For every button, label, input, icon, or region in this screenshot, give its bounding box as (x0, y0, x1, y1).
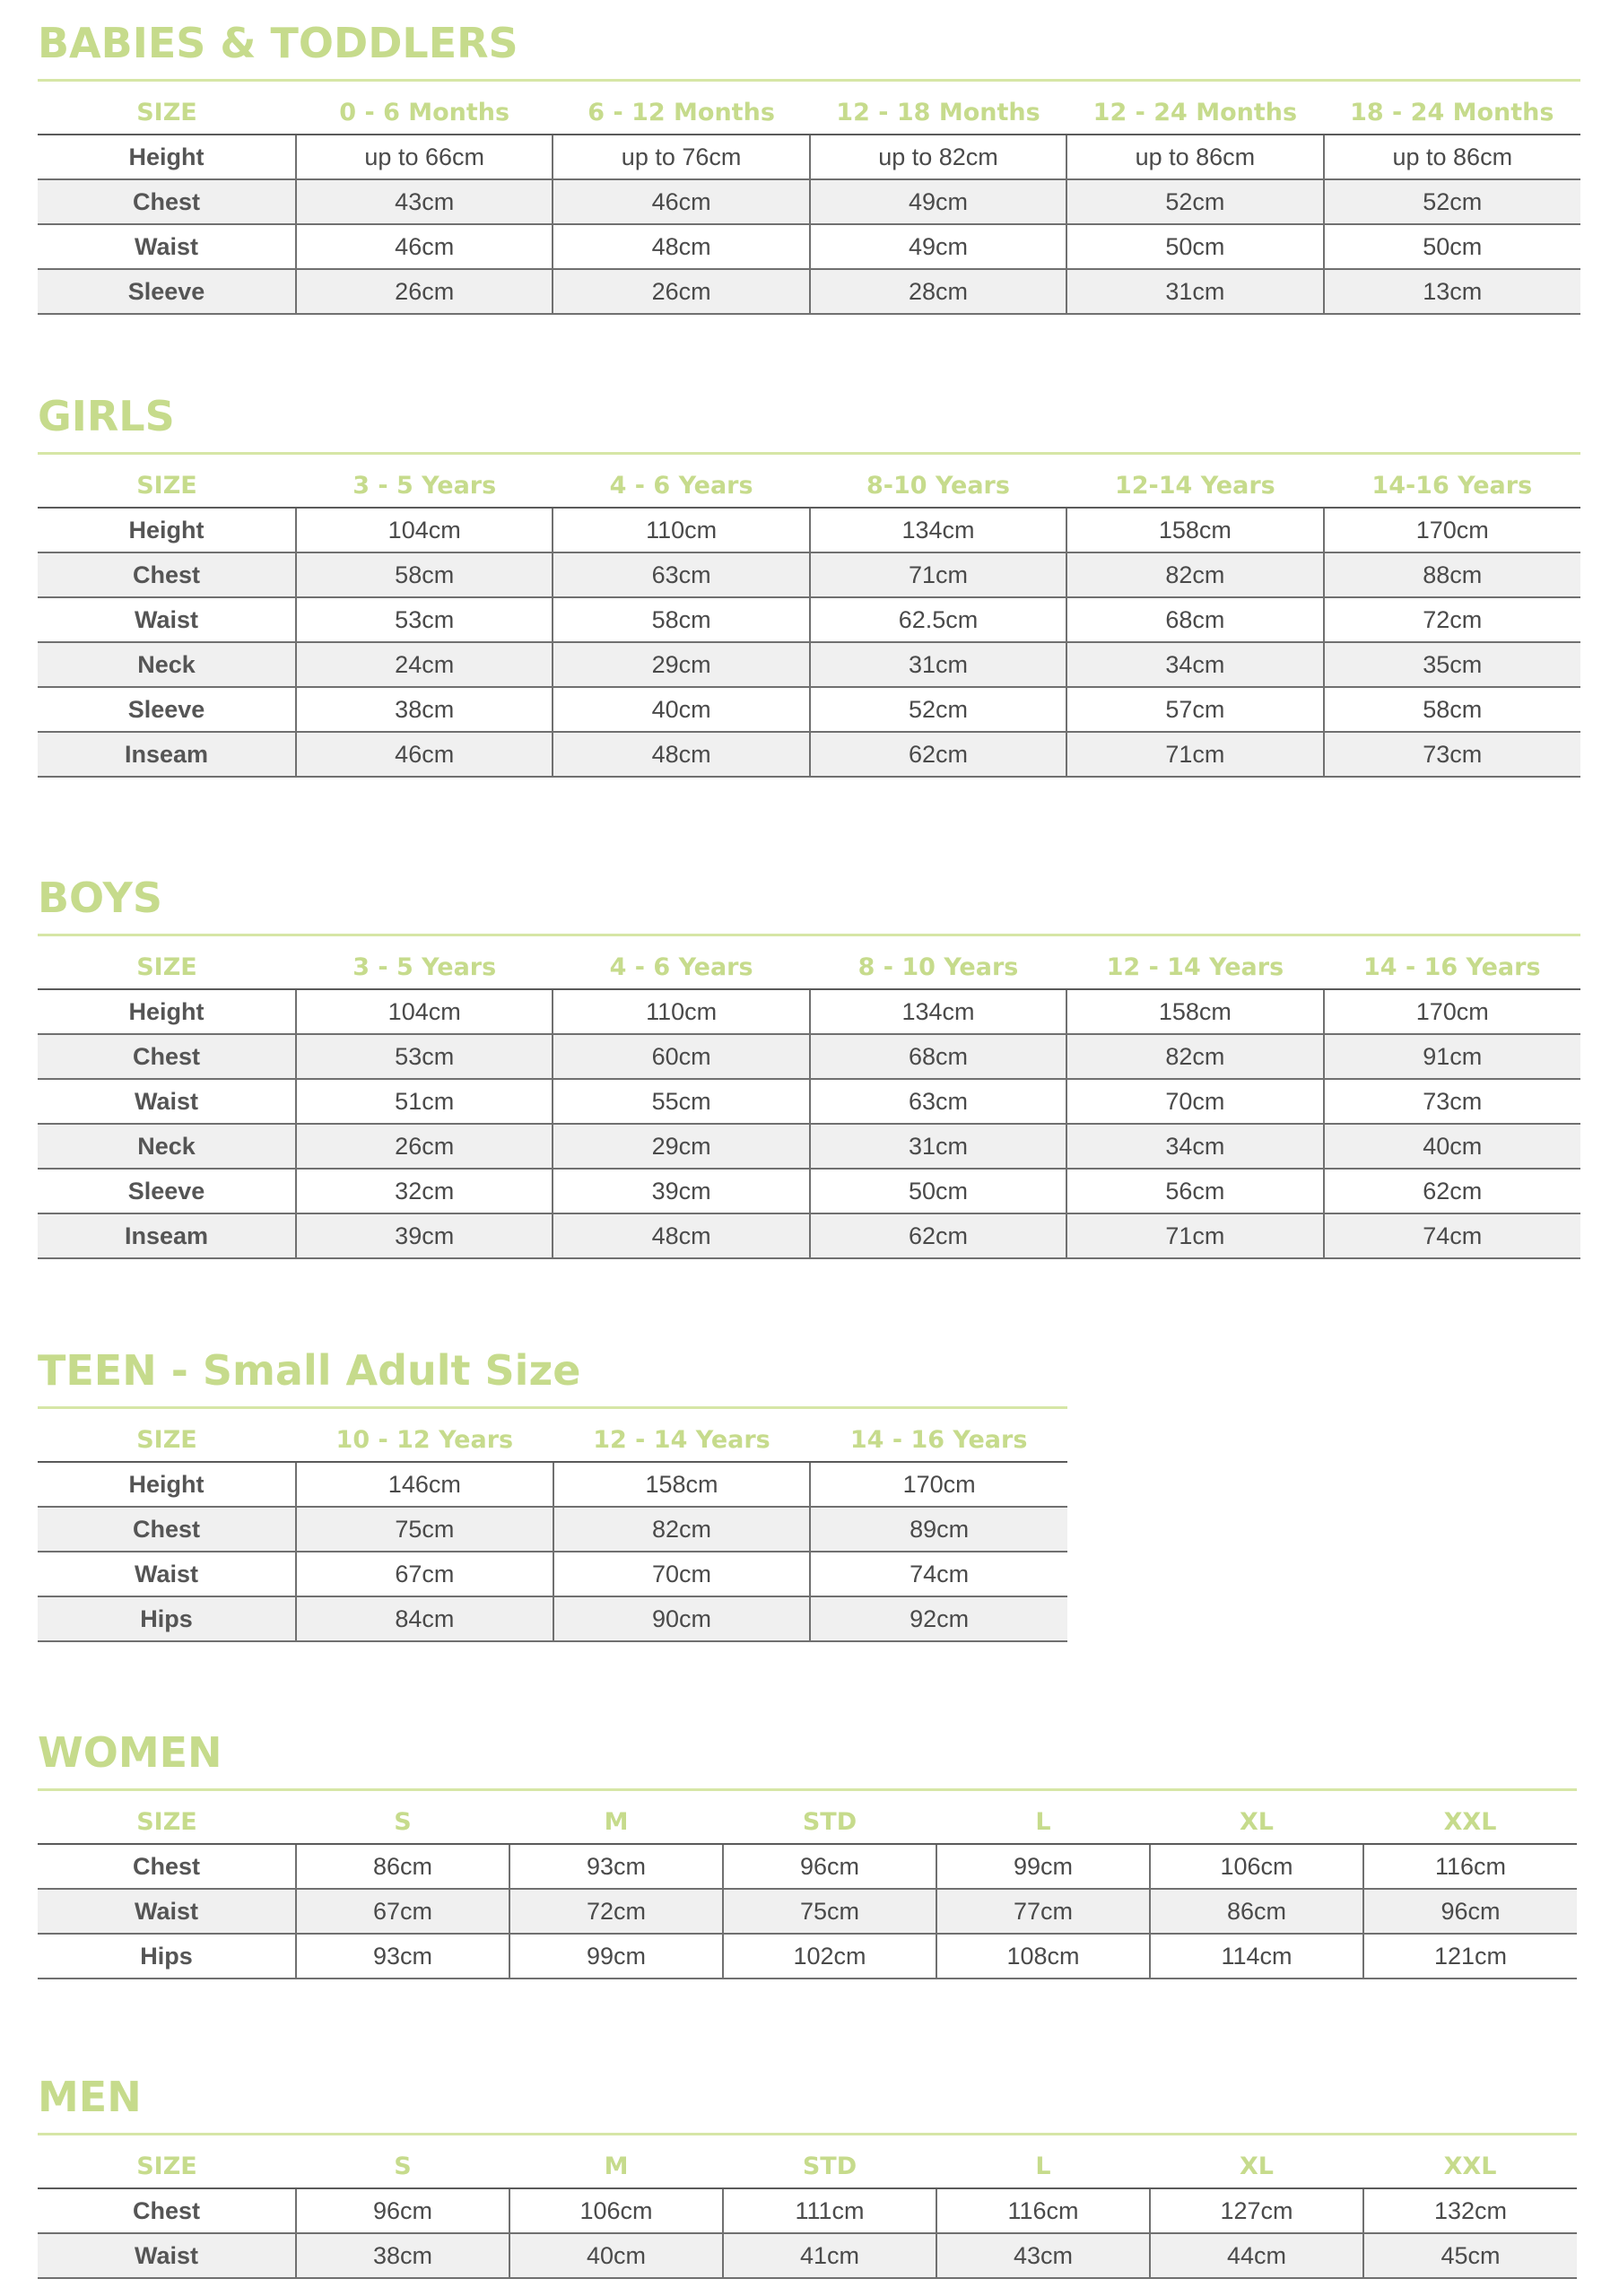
table-cell: 62cm (1324, 1169, 1580, 1213)
size-table-boys (38, 945, 1580, 1259)
table-cell: 96cm (723, 1844, 936, 1889)
table-cell: 82cm (1066, 1034, 1323, 1079)
table-cell: 158cm (1066, 989, 1323, 1034)
row-label: Chest (38, 1844, 296, 1889)
column-header: STD (723, 1800, 936, 1844)
column-header: 3 - 5 Years (296, 945, 553, 989)
title-rule (38, 79, 1580, 82)
section-title: TEEN - Small Adult Size (38, 1346, 581, 1395)
table-cell: 110cm (553, 508, 809, 552)
table-cell: 49cm (810, 224, 1066, 269)
table-cell: 132cm (1363, 2188, 1577, 2233)
row-label: Inseam (38, 1213, 296, 1258)
row-label: Waist (38, 1552, 296, 1596)
table-cell: 91cm (1324, 1034, 1580, 1079)
table-row (38, 1462, 1067, 1507)
table-cell: 43cm (296, 179, 553, 224)
section-title: WOMEN (38, 1728, 222, 1777)
table-cell: up to 66cm (296, 135, 553, 179)
table-cell: 106cm (509, 2188, 723, 2233)
row-label: Waist (38, 597, 296, 642)
table-cell: 45cm (1363, 2233, 1577, 2278)
size-table-teen (38, 1418, 1067, 1642)
table-cell: 26cm (553, 269, 809, 314)
table-cell: 116cm (936, 2188, 1150, 2233)
table-row (38, 2233, 1577, 2278)
table-cell: 40cm (509, 2233, 723, 2278)
row-label: Height (38, 989, 296, 1034)
row-label: Waist (38, 224, 296, 269)
column-header: 14-16 Years (1324, 464, 1580, 508)
row-label: Neck (38, 642, 296, 687)
table-cell: 99cm (509, 1934, 723, 1979)
row-label: Sleeve (38, 687, 296, 732)
table-cell: 67cm (296, 1552, 553, 1596)
column-header: 8-10 Years (810, 464, 1066, 508)
column-header: 4 - 6 Years (553, 464, 809, 508)
header-row (38, 1800, 1577, 1844)
table-cell: 40cm (553, 687, 809, 732)
table-cell: 68cm (810, 1034, 1066, 1079)
table-row (38, 1844, 1577, 1889)
table-cell: 38cm (296, 687, 553, 732)
row-label: Sleeve (38, 1169, 296, 1213)
table-cell: 104cm (296, 508, 553, 552)
table-cell: 86cm (296, 1844, 509, 1889)
header-row (38, 91, 1580, 135)
table-cell: 48cm (553, 732, 809, 777)
header-row (38, 2144, 1577, 2188)
table-cell: 104cm (296, 989, 553, 1034)
table-cell: 34cm (1066, 642, 1323, 687)
column-header: L (936, 1800, 1150, 1844)
table-cell: 134cm (810, 508, 1066, 552)
table-cell: 93cm (296, 1934, 509, 1979)
table-row (38, 2188, 1577, 2233)
column-header: XXL (1363, 2144, 1577, 2188)
title-rule (38, 934, 1580, 936)
table-cell: 34cm (1066, 1124, 1323, 1169)
row-label: Height (38, 1462, 296, 1507)
table-row (38, 1079, 1580, 1124)
table-row (38, 1213, 1580, 1258)
column-header: 14 - 16 Years (1324, 945, 1580, 989)
table-cell: 106cm (1150, 1844, 1363, 1889)
column-header: M (509, 1800, 723, 1844)
table-cell: 158cm (553, 1462, 811, 1507)
table-cell: 71cm (1066, 732, 1323, 777)
table-cell: 89cm (810, 1507, 1067, 1552)
column-header: 12 - 14 Years (553, 1418, 811, 1462)
table-cell: 58cm (1324, 687, 1580, 732)
title-rule (38, 1406, 1067, 1409)
column-header: XXL (1363, 1800, 1577, 1844)
table-cell: 13cm (1324, 269, 1580, 314)
table-cell: 127cm (1150, 2188, 1363, 2233)
table-cell: 55cm (553, 1079, 809, 1124)
table-cell: 73cm (1324, 732, 1580, 777)
table-cell: 116cm (1363, 1844, 1577, 1889)
column-header: 6 - 12 Months (553, 91, 809, 135)
table-cell: 73cm (1324, 1079, 1580, 1124)
column-header: 12 - 18 Months (810, 91, 1066, 135)
table-row (38, 269, 1580, 314)
table-cell: 48cm (553, 224, 809, 269)
table-cell: 49cm (810, 179, 1066, 224)
table-cell: 146cm (296, 1462, 553, 1507)
table-cell: 58cm (296, 552, 553, 597)
column-header: S (296, 2144, 509, 2188)
row-label: Neck (38, 1124, 296, 1169)
size-column-header: SIZE (38, 945, 296, 989)
section-girls (38, 393, 1580, 778)
table-cell: 70cm (553, 1552, 811, 1596)
table-cell: up to 76cm (553, 135, 809, 179)
column-header: M (509, 2144, 723, 2188)
row-label: Chest (38, 179, 296, 224)
table-cell: 57cm (1066, 687, 1323, 732)
table-cell: 53cm (296, 1034, 553, 1079)
column-header: 14 - 16 Years (810, 1418, 1067, 1462)
row-label: Hips (38, 1934, 296, 1979)
table-cell: 134cm (810, 989, 1066, 1034)
size-table-women (38, 1800, 1577, 1979)
row-label: Inseam (38, 732, 296, 777)
table-cell: 52cm (810, 687, 1066, 732)
size-column-header: SIZE (38, 91, 296, 135)
header-row (38, 1418, 1067, 1462)
column-header: L (936, 2144, 1150, 2188)
table-cell: 93cm (509, 1844, 723, 1889)
table-cell: 88cm (1324, 552, 1580, 597)
column-header: 0 - 6 Months (296, 91, 553, 135)
table-cell: 39cm (553, 1169, 809, 1213)
row-label: Chest (38, 552, 296, 597)
row-label: Hips (38, 1596, 296, 1641)
section-teen (38, 1347, 1067, 1642)
table-cell: 46cm (296, 732, 553, 777)
size-column-header: SIZE (38, 1800, 296, 1844)
section-men (38, 2074, 1577, 2279)
table-cell: 96cm (296, 2188, 509, 2233)
table-cell: 82cm (553, 1507, 811, 1552)
table-cell: 74cm (1324, 1213, 1580, 1258)
table-cell: 51cm (296, 1079, 553, 1124)
row-label: Chest (38, 2188, 296, 2233)
table-cell: 111cm (723, 2188, 936, 2233)
column-header: 18 - 24 Months (1324, 91, 1580, 135)
row-label: Chest (38, 1507, 296, 1552)
table-cell: 56cm (1066, 1169, 1323, 1213)
table-row (38, 1889, 1577, 1934)
table-cell: 62cm (810, 1213, 1066, 1258)
column-header: XL (1150, 2144, 1363, 2188)
column-header: 4 - 6 Years (553, 945, 809, 989)
table-cell: 48cm (553, 1213, 809, 1258)
table-cell: 29cm (553, 642, 809, 687)
table-cell: 63cm (553, 552, 809, 597)
column-header: 12-14 Years (1066, 464, 1323, 508)
size-table-babies-toddlers (38, 91, 1580, 315)
table-cell: 74cm (810, 1552, 1067, 1596)
table-cell: 58cm (553, 597, 809, 642)
table-row (38, 179, 1580, 224)
table-cell: 170cm (810, 1462, 1067, 1507)
table-cell: 31cm (810, 1124, 1066, 1169)
row-label: Height (38, 135, 296, 179)
table-cell: 35cm (1324, 642, 1580, 687)
table-row (38, 1596, 1067, 1641)
table-cell: 110cm (553, 989, 809, 1034)
size-column-header: SIZE (38, 1418, 296, 1462)
section-women (38, 1729, 1577, 1979)
title-rule (38, 1788, 1577, 1791)
table-cell: 121cm (1363, 1934, 1577, 1979)
table-cell: 46cm (553, 179, 809, 224)
column-header: STD (723, 2144, 936, 2188)
table-cell: 29cm (553, 1124, 809, 1169)
table-cell: 31cm (1066, 269, 1323, 314)
table-cell: up to 86cm (1066, 135, 1323, 179)
title-rule (38, 2133, 1577, 2135)
section-babies-toddlers (38, 20, 1580, 315)
table-row (38, 1124, 1580, 1169)
table-cell: 28cm (810, 269, 1066, 314)
table-cell: 96cm (1363, 1889, 1577, 1934)
table-cell: 71cm (810, 552, 1066, 597)
table-cell: 86cm (1150, 1889, 1363, 1934)
table-cell: 32cm (296, 1169, 553, 1213)
column-header: 10 - 12 Years (296, 1418, 553, 1462)
table-cell: 63cm (810, 1079, 1066, 1124)
table-cell: 50cm (1066, 224, 1323, 269)
table-row (38, 552, 1580, 597)
table-row (38, 1507, 1067, 1552)
column-header: 12 - 24 Months (1066, 91, 1323, 135)
table-cell: 40cm (1324, 1124, 1580, 1169)
header-row (38, 464, 1580, 508)
section-boys (38, 874, 1580, 1259)
header-row (38, 945, 1580, 989)
table-cell: 24cm (296, 642, 553, 687)
table-cell: 26cm (296, 269, 553, 314)
section-title: GIRLS (38, 392, 175, 440)
table-row (38, 1552, 1067, 1596)
table-cell: 60cm (553, 1034, 809, 1079)
table-cell: 41cm (723, 2233, 936, 2278)
table-cell: 75cm (296, 1507, 553, 1552)
table-cell: 75cm (723, 1889, 936, 1934)
row-label: Sleeve (38, 269, 296, 314)
table-row (38, 224, 1580, 269)
table-row (38, 1934, 1577, 1979)
table-cell: 26cm (296, 1124, 553, 1169)
row-label: Waist (38, 1889, 296, 1934)
size-column-header: SIZE (38, 2144, 296, 2188)
table-cell: 82cm (1066, 552, 1323, 597)
table-cell: 67cm (296, 1889, 509, 1934)
table-cell: up to 82cm (810, 135, 1066, 179)
row-label: Waist (38, 2233, 296, 2278)
section-title: MEN (38, 2073, 142, 2121)
table-cell: 68cm (1066, 597, 1323, 642)
table-row (38, 989, 1580, 1034)
table-cell: 170cm (1324, 989, 1580, 1034)
table-row (38, 1034, 1580, 1079)
table-cell: 99cm (936, 1844, 1150, 1889)
table-cell: 62.5cm (810, 597, 1066, 642)
size-table-girls (38, 464, 1580, 778)
table-cell: 46cm (296, 224, 553, 269)
table-row (38, 508, 1580, 552)
table-cell: 53cm (296, 597, 553, 642)
table-cell: 90cm (553, 1596, 811, 1641)
row-label: Height (38, 508, 296, 552)
column-header: 12 - 14 Years (1066, 945, 1323, 989)
column-header: 8 - 10 Years (810, 945, 1066, 989)
table-cell: 70cm (1066, 1079, 1323, 1124)
row-label: Waist (38, 1079, 296, 1124)
column-header: S (296, 1800, 509, 1844)
table-cell: 43cm (936, 2233, 1150, 2278)
table-cell: 170cm (1324, 508, 1580, 552)
table-cell: 77cm (936, 1889, 1150, 1934)
table-cell: 52cm (1066, 179, 1323, 224)
column-header: 3 - 5 Years (296, 464, 553, 508)
table-row (38, 1169, 1580, 1213)
table-cell: 44cm (1150, 2233, 1363, 2278)
table-cell: 39cm (296, 1213, 553, 1258)
table-row (38, 732, 1580, 777)
table-cell: 62cm (810, 732, 1066, 777)
table-cell: 158cm (1066, 508, 1323, 552)
size-column-header: SIZE (38, 464, 296, 508)
table-cell: 72cm (1324, 597, 1580, 642)
table-cell: 52cm (1324, 179, 1580, 224)
table-cell: 102cm (723, 1934, 936, 1979)
table-row (38, 135, 1580, 179)
table-cell: 114cm (1150, 1934, 1363, 1979)
table-cell: 71cm (1066, 1213, 1323, 1258)
table-cell: up to 86cm (1324, 135, 1580, 179)
table-row (38, 687, 1580, 732)
table-cell: 31cm (810, 642, 1066, 687)
table-cell: 38cm (296, 2233, 509, 2278)
table-cell: 84cm (296, 1596, 553, 1641)
table-cell: 72cm (509, 1889, 723, 1934)
section-title: BOYS (38, 874, 162, 922)
column-header: XL (1150, 1800, 1363, 1844)
table-cell: 50cm (810, 1169, 1066, 1213)
title-rule (38, 452, 1580, 455)
size-table-men (38, 2144, 1577, 2279)
section-title: BABIES & TODDLERS (38, 19, 518, 67)
table-cell: 92cm (810, 1596, 1067, 1641)
table-row (38, 642, 1580, 687)
table-cell: 50cm (1324, 224, 1580, 269)
table-row (38, 597, 1580, 642)
table-cell: 108cm (936, 1934, 1150, 1979)
row-label: Chest (38, 1034, 296, 1079)
